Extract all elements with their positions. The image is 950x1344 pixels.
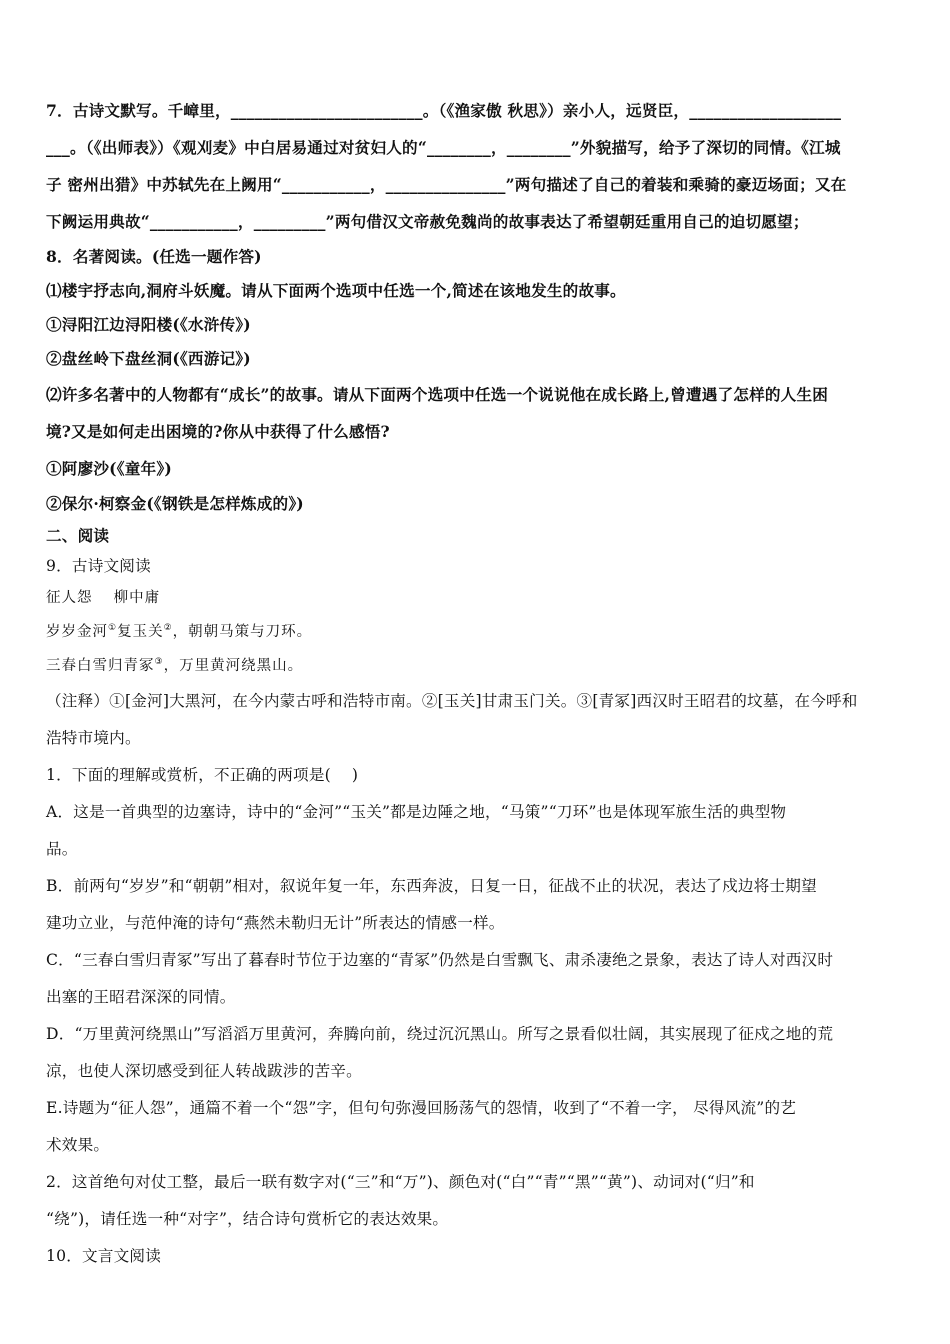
q7-line-3: 子 密州出猎》中苏轼先在上阙用“___________，_______________”两句描述了自己的着装和乘骑的豪迈场面；又在 xyxy=(46,175,847,194)
q7-line-2: ___。（《出师表》）《观刈麦》中白居易通过对贫妇人的“________，________”外貌描写，给予了深切的同情。《江城 xyxy=(46,138,841,157)
poem-line-1-part-a: 岁岁金河 xyxy=(46,624,108,640)
poem-line-1-part-c: ，朝朝马策与刀环。 xyxy=(172,624,313,640)
option-c-line-1: C．“三春白雪归青冢”写出了暮春时节位于边塞的“青冢”仍然是白雪飘飞、肃杀凄绝之景象，表达了诗人对西汉时 xyxy=(46,951,834,969)
document-page xyxy=(46,92,908,1275)
q9-title: 9．古诗文阅读 xyxy=(46,557,151,575)
q8-option-2b: ②保尔·柯察金(《钢铁是怎样炼成的》) xyxy=(46,494,304,513)
note-marker-3: ③ xyxy=(154,657,164,668)
q7-line-1: 7．古诗文默写。千嶂里，________________________。（《渔家傲 秋思》）亲小人，远贤臣，___________________ xyxy=(46,101,842,120)
subquestion-2-line-1: 2．这首绝句对仗工整，最后一联有数字对(“三”和“万”)、颜色对(“白”“青”“黑”“黄”)、动词对(“归”和 xyxy=(46,1173,755,1191)
option-e-line-1: E.诗题为“征人怨”，通篇不着一个“怨”字，但句句弥漫回肠荡气的怨情，收到了“不着一字， 尽得风流”的艺 xyxy=(46,1099,797,1117)
q8-sub2-line-2: 境?又是如何走出困境的?你从中获得了什么感悟? xyxy=(46,422,390,441)
option-d-line-1: D．“万里黄河绕黑山”写滔滔万里黄河，奔腾向前，绕过沉沉黑山。所写之景看似壮阔，其实展现了征戍之地的荒 xyxy=(46,1025,834,1043)
poem-line-2-part-a: 三春白雪归青冢 xyxy=(46,658,155,674)
q10-title: 10．文言文阅读 xyxy=(46,1247,162,1265)
note-marker-2: ② xyxy=(163,623,173,634)
option-b-line-1: B．前两句“岁岁”和“朝朝”相对，叙说年复一年，东西奔波，日复一日，征战不止的状况，表达了戍边将士期望 xyxy=(46,877,817,895)
subquestion-2-line-2: “绕”)，请任选一种“对字”，结合诗句赏析它的表达效果。 xyxy=(46,1210,449,1228)
poem-line-1-part-b: 复玉关 xyxy=(117,624,164,640)
q7-line-4: 下阙运用典故“___________，_________”两句借汉文帝赦免魏尚的故事表达了希望朝廷重用自己的迫切愿望； xyxy=(46,212,809,231)
q8-option-1b: ②盘丝岭下盘丝洞(《西游记》) xyxy=(46,349,251,368)
option-a-line-1: A．这是一首典型的边塞诗，诗中的“金河”“玉关”都是边陲之地，“马策”“刀环”也是体现军旅生活的典型物 xyxy=(46,803,787,821)
annotation-line-2: 浩特市境内。 xyxy=(46,729,141,747)
subquestion-1: 1．下面的理解或赏析，不正确的两项是( ) xyxy=(46,766,359,784)
option-d-line-2: 凉，也使人深切感受到征人转战跋涉的苦辛。 xyxy=(46,1062,362,1080)
section-heading: 二、阅读 xyxy=(46,526,110,545)
q8-option-2a: ①阿廖沙(《童年》) xyxy=(46,459,172,478)
poem-line-2-part-b: ，万里黄河绕黑山。 xyxy=(163,658,304,674)
q8-title: 8．名著阅读。(任选一题作答) xyxy=(46,247,262,266)
q8-sub2-line-1: ⑵许多名著中的人物都有“成长”的故事。请从下面两个选项中任选一个说说他在成长路上,曾遭遇了怎样的人生困 xyxy=(46,385,829,404)
q8-option-1a: ①浔阳江边浔阳楼(《水浒传》) xyxy=(46,315,251,334)
poem-line-1 xyxy=(46,615,908,649)
note-marker-1: ① xyxy=(108,623,118,634)
option-e-line-2: 术效果。 xyxy=(46,1136,110,1154)
q8-sub1: ⑴楼宇抒志向,洞府斗妖魔。请从下面两个选项中任选一个,简述在该地发生的故事。 xyxy=(46,281,626,300)
poem-line-2 xyxy=(46,649,908,683)
annotation-line-1: （注释）①[金河]大黑河，在今内蒙古呼和浩特市南。②[玉关]甘肃玉门关。③[青冢]西汉时王昭君的坟墓，在今呼和 xyxy=(46,692,858,710)
option-c-line-2: 出塞的王昭君深深的同情。 xyxy=(46,988,236,1006)
option-a-line-2: 品。 xyxy=(46,840,78,858)
option-b-line-2: 建功立业，与范仲淹的诗句“燕然未勒归无计”所表达的情感一样。 xyxy=(46,914,505,932)
poem-title: 征人怨 柳中庸 xyxy=(46,590,161,606)
